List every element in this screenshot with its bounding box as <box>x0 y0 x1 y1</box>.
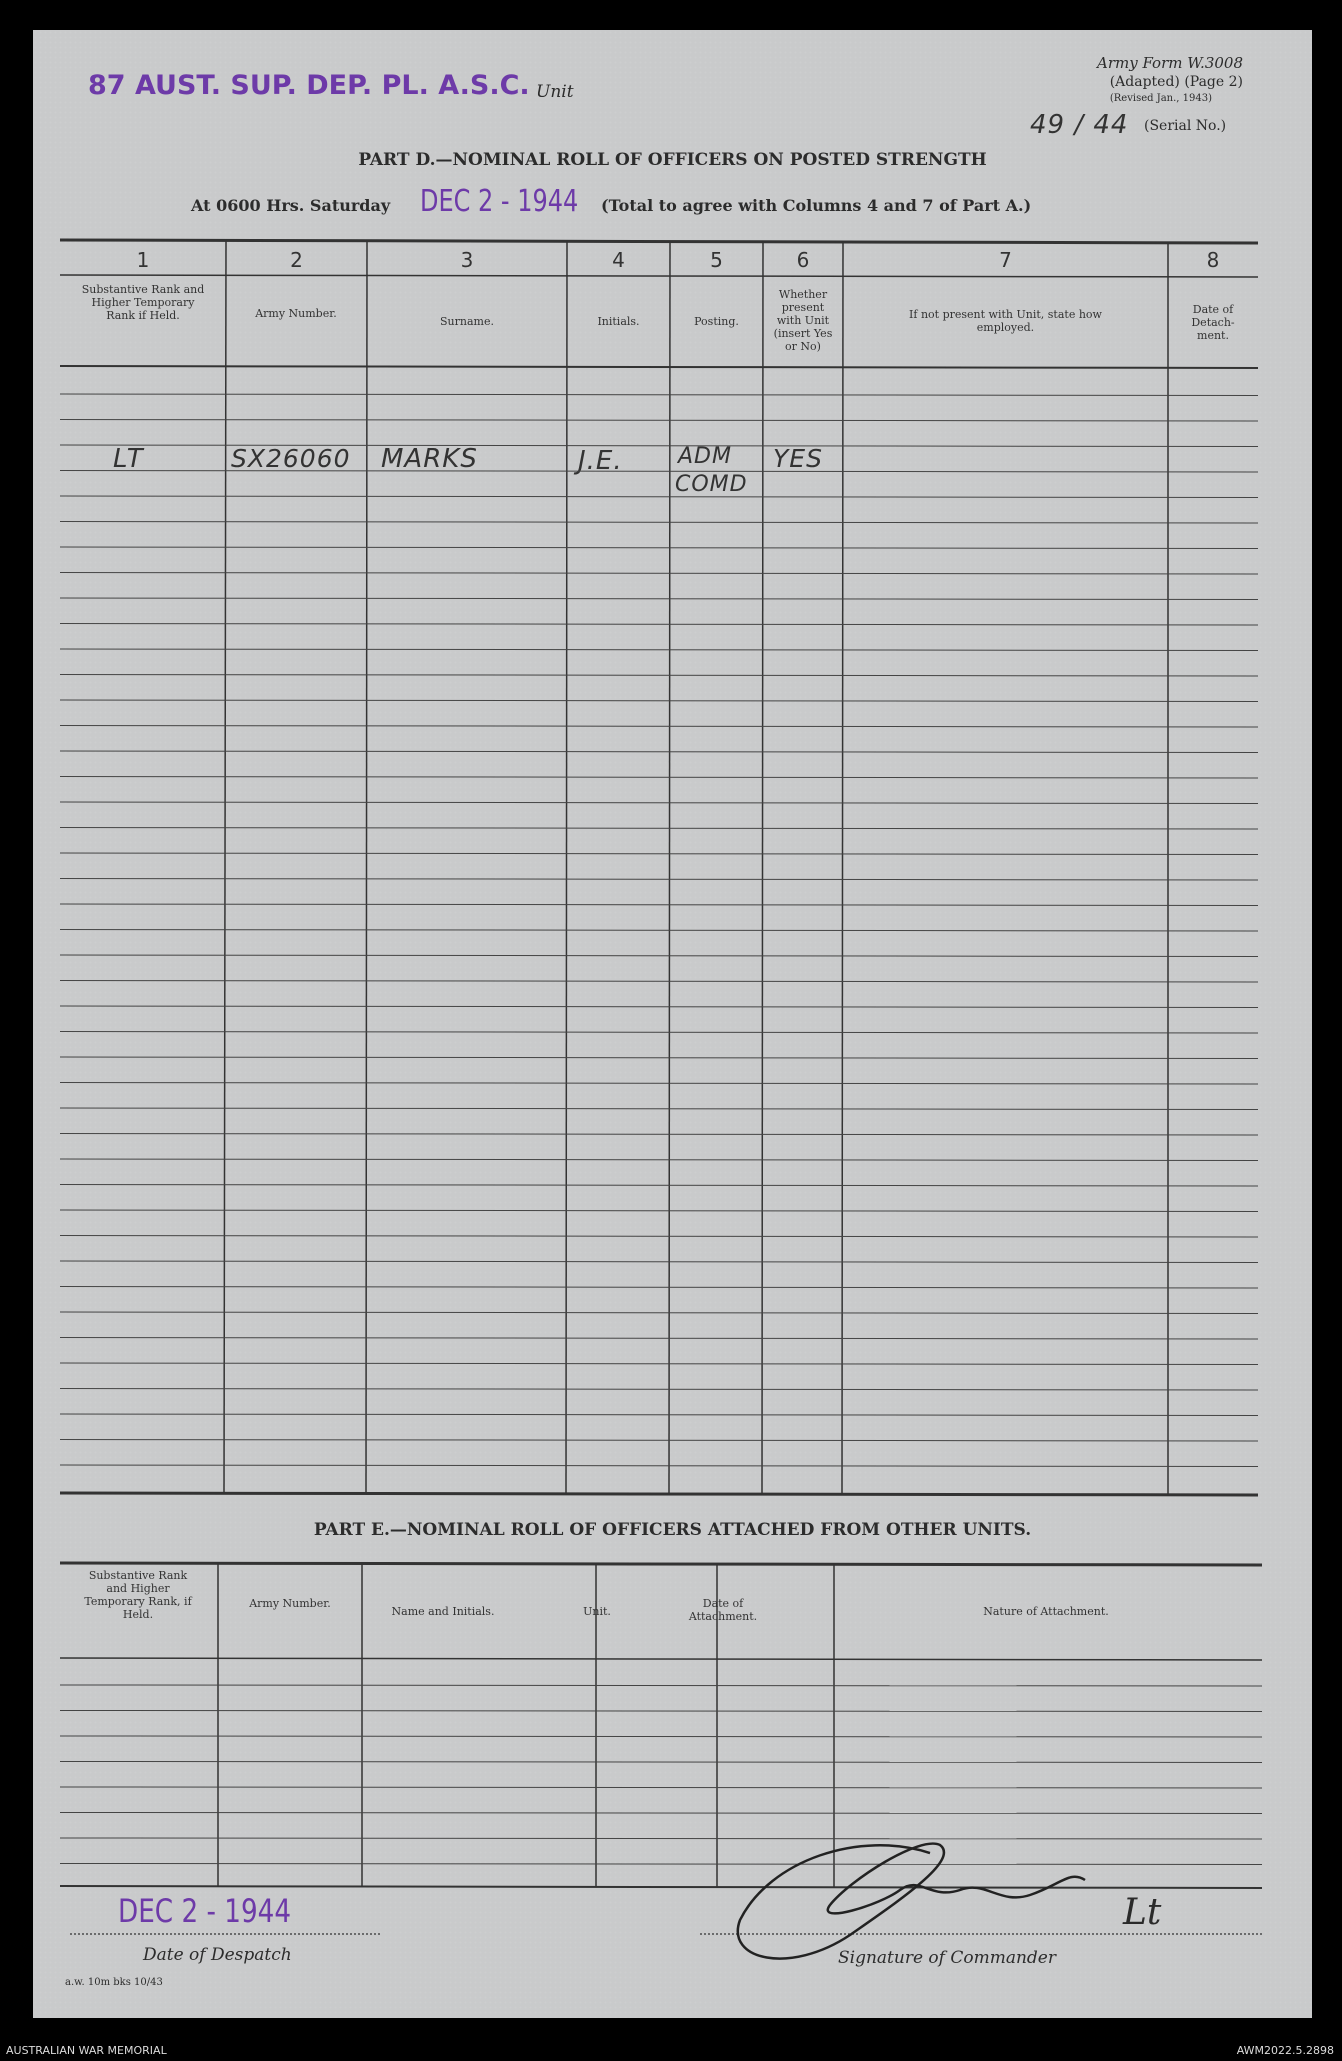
col-header-army-number: Army Number. <box>255 307 337 320</box>
part-d-title: PART D.—NOMINAL ROLL OF OFFICERS ON POSTED STRENGTH <box>358 150 987 170</box>
col-number-2: 2 <box>290 248 303 272</box>
part-e-title: PART E.—NOMINAL ROLL OF OFFICERS ATTACHED FROM OTHER UNITS. <box>313 1520 1032 1540</box>
despatch-label: Date of Despatch <box>143 1945 292 1965</box>
part-e-header-unit: Unit. <box>583 1605 611 1618</box>
part-e-header-name: Name and Initials. <box>391 1605 495 1618</box>
col-header-present: Whether present with Unit (insert Yes or No) <box>773 288 833 353</box>
entry-initials: J.E. <box>578 446 623 476</box>
part-e-header-army-number: Army Number. <box>249 1597 331 1610</box>
part-d-time-prefix: At 0600 Hrs. Saturday <box>191 196 391 215</box>
col-header-rank: Substantive Rank and Higher Temporary Rank if Held. <box>81 283 205 322</box>
form-revised: (Revised Jan., 1943) <box>1109 93 1212 104</box>
col-header-detachment: Date of Detach- ment. <box>1191 303 1235 342</box>
serial-number: 49 / 44 <box>1030 110 1129 140</box>
col-header-employed: If not present with Unit, state how employed. <box>909 308 1102 334</box>
entry-surname: MARKS <box>381 444 478 474</box>
serial-label: (Serial No.) <box>1144 118 1227 134</box>
part-d-time-suffix: (Total to agree with Columns 4 and 7 of Part A.) <box>601 196 1032 215</box>
form-name: Army Form W.3008 <box>1097 54 1243 72</box>
entry-posting-line1: ADM <box>678 444 732 469</box>
entry-posting-line2: COMD <box>675 472 748 497</box>
col-header-posting: Posting. <box>694 315 739 328</box>
entry-present: YES <box>773 444 823 473</box>
col-number-8: 8 <box>1206 248 1220 272</box>
entry-rank: LT <box>113 444 144 474</box>
footer-right: AWM2022.5.2898 <box>1236 2044 1334 2057</box>
part-d-date-stamp: DEC 2 - 1944 <box>420 184 579 219</box>
footer-left: AUSTRALIAN WAR MEMORIAL <box>6 2044 167 2057</box>
col-number-1: 1 <box>136 248 150 272</box>
col-number-6: 6 <box>796 248 810 272</box>
part-e-header-date: Date of Attachment. <box>688 1597 758 1623</box>
entry-army-number: SX26060 <box>231 444 351 473</box>
col-number-3: 3 <box>460 248 474 272</box>
print-code: a.w. 10m bks 10/43 <box>65 1977 163 1988</box>
col-header-surname: Surname. <box>440 315 494 328</box>
part-e-header-rank: Substantive Rank and Higher Temporary Rank, if Held. <box>84 1569 192 1621</box>
form-adapted: (Adapted) (Page 2) <box>1109 74 1243 90</box>
unit-stamp: 87 AUST. SUP. DEP. PL. A.S.C. <box>88 70 530 101</box>
part-e-header-nature: Nature of Attachment. <box>983 1605 1109 1618</box>
signature-label: Signature of Commander <box>838 1948 1056 1968</box>
col-header-initials: Initials. <box>597 315 640 328</box>
col-number-4: 4 <box>612 248 625 272</box>
form-sheet <box>33 30 1312 2018</box>
unit-label: Unit <box>536 82 574 102</box>
signature-suffix: Lt <box>1123 1892 1162 1933</box>
despatch-date-stamp: DEC 2 - 1944 <box>118 1892 292 1930</box>
col-number-5: 5 <box>710 248 723 272</box>
col-number-7: 7 <box>999 248 1012 272</box>
